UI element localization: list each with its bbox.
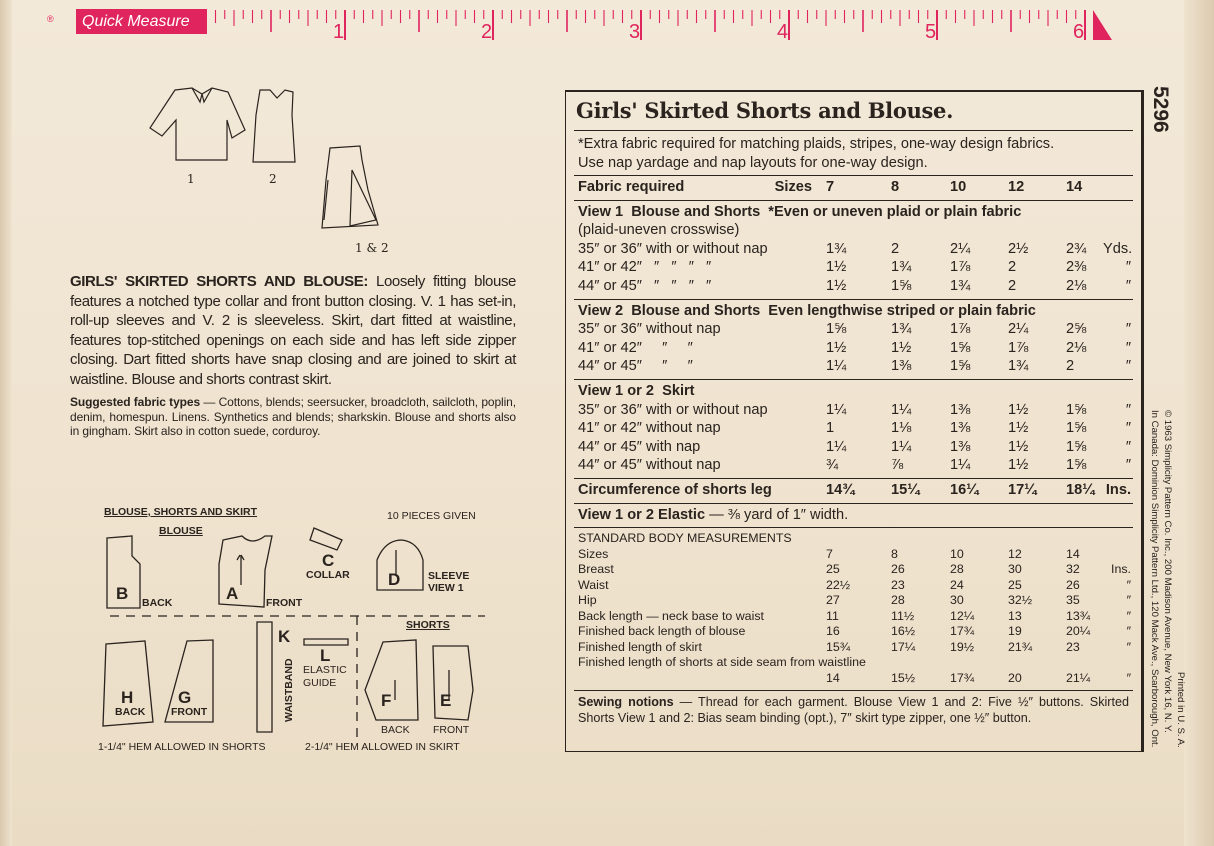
table-row	[578, 609, 1133, 625]
piece-letter: F	[381, 691, 392, 710]
size-value: 1½	[1008, 438, 1029, 455]
row-label: 44″ or 45″ ″ ″	[578, 358, 693, 375]
size-value: 1⅝	[1066, 420, 1087, 437]
size-value: 7	[826, 546, 833, 561]
size-value: 2½	[1008, 240, 1029, 257]
unit: ″	[1125, 438, 1131, 455]
ruler-brand: Quick Measure	[76, 9, 207, 34]
size-value: 2⅛	[1066, 339, 1087, 356]
body-measurements	[574, 527, 1133, 690]
row-label: 44″ or 45″ with nap	[578, 438, 701, 455]
shorts-heading: SHORTS	[406, 619, 450, 631]
size-value: 1¼	[891, 401, 912, 418]
fabric-section	[574, 299, 1133, 379]
table-row	[578, 339, 1133, 358]
size-value: 2⅝	[1066, 321, 1087, 338]
size-value: 1⅝	[891, 277, 912, 294]
size-value: 1¼	[826, 358, 847, 375]
size-heading: 12	[1008, 179, 1025, 195]
copyright: © 1963 Simplicity Pattern Co. Inc., 200 Madison Avenue, New York 16, N. Y.	[1162, 410, 1173, 733]
unit: ″	[1126, 608, 1131, 623]
table-row	[578, 593, 1133, 609]
piece-letter: A	[226, 584, 239, 603]
size-value: 23	[891, 577, 905, 592]
size-value: 1¼	[826, 438, 847, 455]
size-value: 32½	[1008, 593, 1033, 608]
piece-name: WAISTBAND	[283, 658, 295, 722]
size-value: 17¾	[950, 670, 975, 685]
piece-name: FRONT	[433, 724, 470, 736]
size-value: 30	[1008, 562, 1022, 577]
row-label: Finished back length of blouse	[578, 624, 746, 639]
table-row	[578, 578, 1133, 594]
ruler-inch-label: 5	[925, 21, 937, 43]
size-value: 1½	[826, 339, 847, 356]
size-value: 18¼	[1066, 481, 1095, 498]
size-value: 1⅞	[1008, 339, 1029, 356]
row-label: 44″ or 45″ ″ ″ ″ ″	[578, 277, 712, 294]
piece-letter: H	[121, 688, 134, 707]
size-value: 2¾	[1066, 240, 1087, 257]
size-value: 2	[1066, 358, 1075, 375]
size-value: 15¼	[891, 481, 920, 498]
quick-measure-ruler	[0, 0, 1214, 50]
sizes-label: Sizes	[774, 179, 812, 195]
size-value: 26	[891, 562, 905, 577]
size-value: 1¾	[1008, 358, 1029, 375]
table-row	[578, 640, 1133, 656]
size-value: 19	[1008, 624, 1022, 639]
elastic-label: View 1 or 2 Elastic	[578, 506, 706, 523]
size-value: 13¾	[1066, 608, 1091, 623]
ruler-inch-label: 2	[481, 21, 493, 43]
row-label: Finished length of shorts at side seam from waistline	[578, 655, 866, 670]
size-value: 2¼	[950, 240, 971, 257]
piece-name: BACK	[381, 724, 410, 736]
size-value: 1⅜	[891, 358, 912, 375]
size-value: 11½	[891, 608, 915, 623]
table-row	[578, 438, 1133, 457]
table-row	[578, 671, 1133, 687]
chart-title: Girls' Skirted Shorts and Blouse.	[576, 98, 954, 123]
ruler-inch-label: 1	[333, 21, 345, 43]
size-value: 1¼	[950, 457, 971, 474]
size-heading: 7	[826, 179, 835, 195]
size-value: 1⅜	[950, 438, 971, 455]
size-value: 15½	[891, 670, 916, 685]
size-value: ⅞	[891, 457, 904, 474]
row-label: 35″ or 36″ with or without nap	[578, 401, 768, 418]
row-label: Sizes	[578, 546, 609, 561]
size-value: 1¾	[891, 259, 912, 276]
hem-skirt-note: 2-1/4" HEM ALLOWED IN SKIRT	[305, 741, 460, 753]
row-label: 35″ or 36″ without nap	[578, 321, 721, 338]
table-row	[578, 277, 1133, 296]
suggested-fabrics	[70, 395, 516, 439]
table-row	[578, 655, 1133, 671]
size-value: 28	[950, 562, 964, 577]
table-row	[578, 401, 1133, 420]
size-value: 30	[950, 593, 964, 608]
unit: ″	[1126, 639, 1131, 654]
unit: ″	[1125, 277, 1131, 294]
unit: ″	[1125, 358, 1131, 375]
row-label: Breast	[578, 562, 614, 577]
piece-name: ELASTIC GUIDE	[303, 664, 347, 689]
size-value: 20¼	[1066, 624, 1091, 639]
table-row	[578, 547, 1133, 563]
size-value: 1¼	[891, 438, 912, 455]
size-value: 1⅞	[950, 259, 971, 276]
pattern-description	[70, 272, 516, 389]
size-value: 12¼	[950, 608, 975, 623]
size-value: 14	[1066, 546, 1080, 561]
row-label: Hip	[578, 593, 597, 608]
size-value: 24	[950, 577, 964, 592]
size-value: 1⅝	[950, 358, 971, 375]
sewing-label: Sewing notions	[578, 695, 674, 710]
view-2-label: 2	[269, 172, 277, 186]
row-label	[578, 671, 826, 687]
unit: ″	[1125, 339, 1131, 356]
unit: ″	[1125, 259, 1131, 276]
size-value: 1⅝	[950, 339, 971, 356]
size-value: 11	[826, 608, 839, 623]
unit: Yds.	[1103, 240, 1133, 257]
ruler-inch-label: 6	[1073, 21, 1085, 43]
size-value: 1⅝	[1066, 457, 1087, 474]
size-value: 21¾	[1008, 639, 1033, 654]
size-value: 1⅜	[950, 401, 971, 418]
size-value: 2	[1008, 259, 1017, 276]
size-value: 2	[1008, 277, 1017, 294]
size-value: 16¼	[950, 481, 979, 498]
row-label: 41″ or 42″ without nap	[578, 420, 721, 437]
size-value: 1½	[1008, 420, 1029, 437]
circumference-row	[574, 478, 1133, 503]
printed-in: Printed in U. S. A.	[1175, 672, 1186, 748]
table-row	[578, 456, 1133, 475]
piece-name: BACK	[115, 706, 146, 718]
size-value: 1½	[826, 259, 847, 276]
size-value: 12	[1008, 546, 1022, 561]
piece-letter: B	[116, 584, 129, 603]
section-subtitle: (plaid-uneven crosswise)	[578, 222, 740, 239]
blouse-heading: BLOUSE	[159, 525, 203, 537]
unit: ″	[1125, 321, 1131, 338]
size-value: 1⅝	[1066, 438, 1087, 455]
piece-letter: C	[322, 551, 335, 570]
piece-name: FRONT	[171, 706, 208, 718]
size-value: 1¼	[826, 401, 847, 418]
size-value: 1⅛	[891, 420, 912, 437]
section-title: View 1 or 2 Skirt	[578, 382, 695, 399]
yardage-chart	[565, 90, 1144, 752]
table-row	[578, 240, 1133, 259]
piece-letter: D	[388, 570, 401, 589]
fabric-required-label: Fabric required Sizes	[578, 179, 812, 195]
piece-name: SLEEVE VIEW 1	[428, 570, 470, 594]
unit: ″	[1125, 401, 1131, 418]
unit: ″	[1126, 670, 1131, 685]
size-value: 1½	[1008, 457, 1029, 474]
size-value: 13	[1008, 608, 1022, 623]
size-value: 27	[826, 593, 840, 608]
size-value: 26	[1066, 577, 1080, 592]
size-value: 20	[1008, 670, 1022, 685]
size-value: 1½	[826, 277, 847, 294]
row-label: 44″ or 45″ without nap	[578, 457, 721, 474]
elastic-row	[574, 503, 1133, 528]
piece-letter: K	[278, 627, 291, 646]
row-label: Finished length of skirt	[578, 639, 702, 654]
note-line: Use nap yardage and nap layouts for one-way design.	[578, 154, 928, 171]
hem-shorts-note: 1-1/4" HEM ALLOWED IN SHORTS	[98, 741, 266, 753]
piece-name: FRONT	[266, 597, 303, 609]
size-value: 1⅞	[950, 321, 971, 338]
size-value: 23	[1066, 639, 1080, 654]
size-value: 21¼	[1066, 670, 1091, 685]
unit: ″	[1126, 624, 1131, 639]
fabric-section	[574, 379, 1133, 478]
paper-edge	[0, 0, 12, 846]
size-value: 16	[826, 624, 840, 639]
size-value: 10	[950, 546, 964, 561]
size-value: 17¼	[891, 639, 916, 654]
size-value: 1¾	[950, 277, 971, 294]
pieces-heading: BLOUSE, SHORTS AND SKIRT	[104, 506, 258, 518]
size-value: 1¾	[891, 321, 912, 338]
unit: ″	[1125, 457, 1131, 474]
size-value: 2¼	[1008, 321, 1029, 338]
size-heading: 8	[891, 179, 900, 195]
size-value: 2	[891, 240, 900, 257]
table-row	[578, 320, 1133, 339]
paper-edge	[1184, 0, 1214, 846]
row-label: Back length — neck base to waist	[578, 608, 764, 623]
pattern-number: 5296	[1149, 86, 1172, 133]
unit: Ins.	[1105, 481, 1131, 498]
ruler-inch-label: 4	[777, 21, 789, 43]
piece-letter: G	[178, 688, 192, 707]
table-row	[578, 624, 1133, 640]
size-value: 1½	[891, 339, 912, 356]
piece-letter: E	[440, 691, 452, 710]
unit	[1103, 547, 1131, 563]
fabric-label: Suggested fabric types	[70, 395, 201, 409]
elastic-text: — ⅜ yard of 1″ width.	[705, 506, 849, 523]
ruler-ticks	[0, 0, 1214, 50]
size-value: 1⅝	[1066, 401, 1087, 418]
size-value: 15¾	[826, 639, 851, 654]
garment-sketches	[140, 80, 540, 280]
canada-address: In Canada: Dominion Simplicity Pattern Ltd., 120 Mack Ave., Scarborough, Ont.	[1149, 410, 1160, 748]
description-body: Loosely fitting blouse features a notched type collar and front button closing. V. 1 has set-in, roll-up sleeves and V. 2 is sleeveless. Skirt, dart fitted at waistline, features top-stitched openings on each side and has left side zipper closing. Dart fitted shorts have snap closing and are joined to skirt at waistline. Blouse and shorts contrast skirt.	[70, 273, 516, 388]
table-row	[578, 357, 1133, 376]
row-label: 35″ or 36″ with or without nap	[578, 240, 768, 257]
ruler-inch-label: 3	[629, 21, 641, 43]
fabric-section	[574, 200, 1133, 299]
description-column	[70, 272, 516, 439]
size-value: 2⅜	[1066, 259, 1087, 276]
unit: ″	[1125, 420, 1131, 437]
size-value: 25	[826, 562, 840, 577]
size-value: 1½	[1008, 401, 1029, 418]
row-label: Waist	[578, 577, 609, 592]
ruler-end-arrow	[1093, 10, 1112, 40]
unit: ″	[1126, 593, 1131, 608]
row-label: 41″ or 42″ ″ ″	[578, 339, 693, 356]
table-row	[578, 562, 1133, 578]
view-1-label: 1	[187, 172, 195, 186]
size-value: 8	[891, 546, 898, 561]
size-value: 35	[1066, 593, 1080, 608]
size-value: 17¼	[1008, 481, 1037, 498]
size-value: 19½	[950, 639, 975, 654]
unit: Ins.	[1111, 562, 1131, 577]
extra-fabric-note	[574, 130, 1133, 175]
table-row	[578, 258, 1133, 277]
section-title: View 1 Blouse and Shorts *Even or uneven plaid or plain fabric	[578, 203, 1022, 220]
size-value: 14¾	[826, 481, 855, 498]
size-value: 32	[1066, 562, 1080, 577]
circumference-label: Circumference of shorts leg	[578, 481, 772, 498]
size-value: 17¾	[950, 624, 975, 639]
sewing-notions	[574, 690, 1133, 726]
size-heading: 14	[1066, 179, 1083, 195]
size-value: 1⅜	[950, 420, 971, 437]
size-value: 1⅝	[826, 321, 847, 338]
sewing-text: — Thread for each garment. Blouse View 1 and 2: Five ½″ buttons. Skirted Shorts View 1 and 2: Bias seam binding (opt.), 7″ skirt type zipper, one ½″ button.	[578, 695, 1129, 725]
sizes-header	[574, 175, 1133, 200]
size-value: 1¾	[826, 240, 847, 257]
size-value: 25	[1008, 577, 1022, 592]
fabric-text: — Cottons, blends; seersucker, broadcloth, sailcloth, poplin, denim, homespun. Linens. Synthetics and blends; sharkskin. Blouse and shorts also in gingham. Skirt also in cotton suede, corduroy.	[70, 395, 516, 438]
note-line: *Extra fabric required for matching plaids, stripes, one-way design fabrics.	[578, 136, 1055, 152]
size-value: ¾	[826, 457, 839, 474]
piece-name: BACK	[142, 597, 173, 609]
publisher-imprint	[1146, 410, 1186, 810]
piece-name: COLLAR	[306, 569, 350, 581]
piece-letter: L	[320, 646, 331, 665]
size-value: 2⅛	[1066, 277, 1087, 294]
size-heading: 10	[950, 179, 967, 195]
description-heading: GIRLS' SKIRTED SHORTS AND BLOUSE:	[70, 273, 368, 290]
row-label: 41″ or 42″ ″ ″ ″ ″	[578, 259, 712, 276]
size-value: 14	[826, 670, 840, 685]
measurements-title: STANDARD BODY MEASUREMENTS	[578, 531, 792, 546]
size-value: 28	[891, 593, 905, 608]
section-title: View 2 Blouse and Shorts Even lengthwise striped or plain fabric	[578, 302, 1036, 319]
size-value: 1	[826, 420, 835, 437]
unit: ″	[1126, 577, 1131, 592]
table-row	[578, 419, 1133, 438]
registered-mark: ®	[47, 14, 54, 24]
pieces-count: 10 PIECES GIVEN	[387, 510, 476, 522]
size-value: 22½	[826, 577, 851, 592]
views-1-2-label: 1 & 2	[355, 241, 389, 255]
size-value: 16½	[891, 624, 916, 639]
